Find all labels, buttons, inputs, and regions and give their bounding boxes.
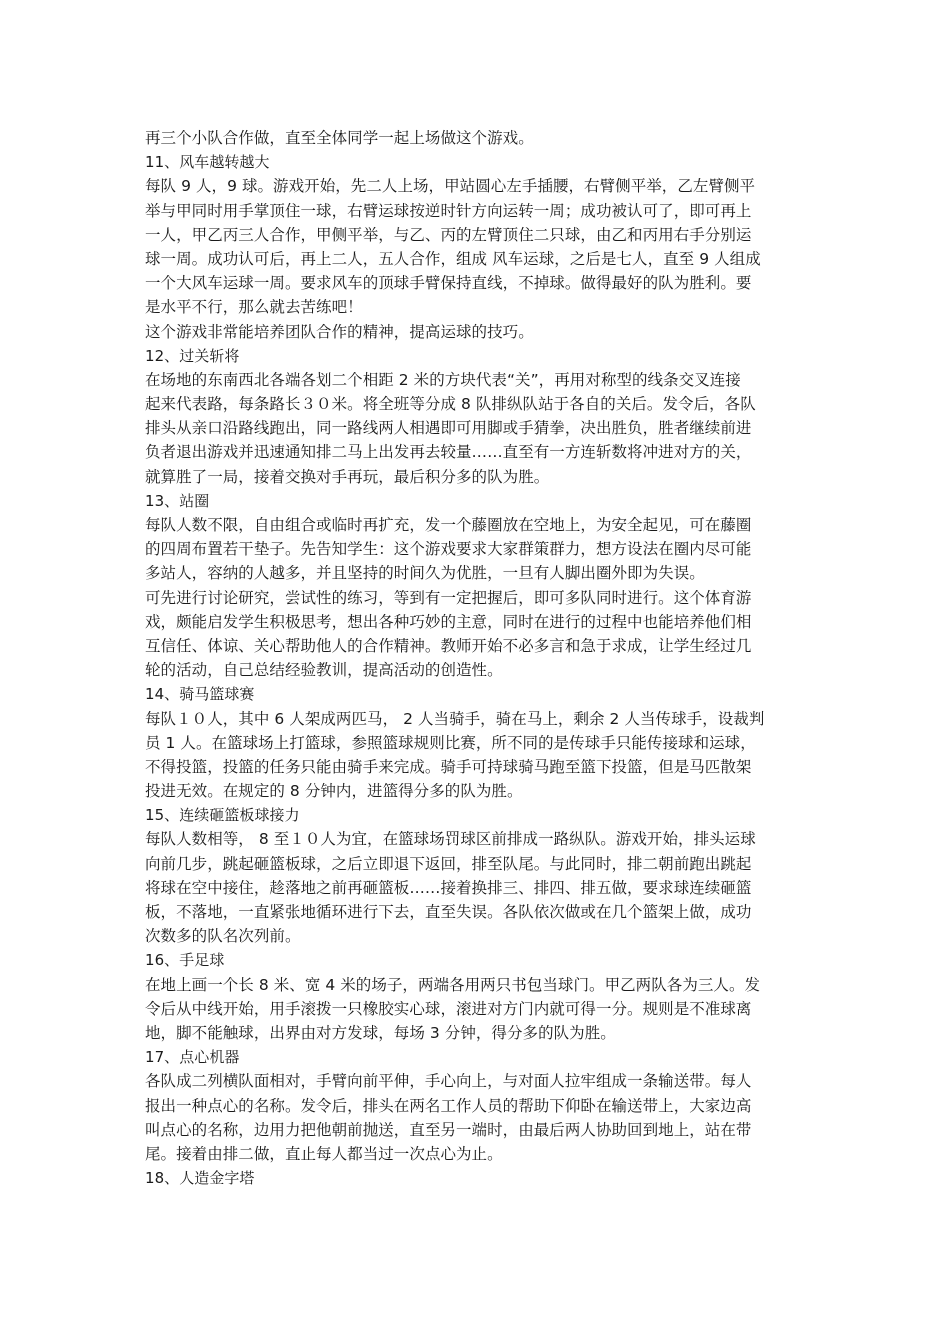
text-line: 投进无效。在规定的 8 分钟内，进篮得分多的队为胜。 xyxy=(145,782,523,801)
text-line: 球一周。成功认可后，再上二人，五人合作，组成 风车运球，之后是七人，直至 9 人组成 xyxy=(145,249,761,268)
text-line: 员 1 人。在篮球场上打篮球，参照篮球规则比赛，所不同的是传球手只能传接球和运球， xyxy=(145,733,756,752)
text-line: 再三个小队合作做，直至全体同学一起上场做这个游戏。 xyxy=(145,129,534,147)
text-line: 一人，甲乙丙三人合作，甲侧平举，与乙、丙的左臂顶住二只球，由乙和丙用右手分别运 xyxy=(145,225,752,244)
section-heading: 15、连续砸篮板球接力 xyxy=(145,806,300,825)
section-heading: 11、风车越转越大 xyxy=(145,153,270,172)
text-line: 这个游戏非常能培养团队合作的精神，提高运球的技巧。 xyxy=(145,322,534,341)
text-line: 互信任、体谅、关心帮助他人的合作精神。教师开始不必多言和急于求成，让学生经过几 xyxy=(145,636,752,655)
section-heading: 13、站圈 xyxy=(145,491,210,510)
text-line: 各队成二列横队面相对，手臂向前平伸，手心向上，与对面人拉牢组成一条输送带。每人 xyxy=(145,1072,752,1091)
text-line: 的四周布置若干垫子。先告知学生：这个游戏要求大家群策群力，想方设法在圈内尽可能 xyxy=(145,540,752,559)
text-line: 是水平不行，那么就去苦练吧！ xyxy=(145,298,363,317)
text-line: 起来代表路，每条路长３０米。将全班等分成 8 队排纵队站于各自的关后。发令后，各队 xyxy=(145,395,756,414)
text-line: 次数多的队名次列前。 xyxy=(145,927,301,946)
text-line: 板，不落地，一直紧张地循环进行下去，直至失误。各队依次做或在几个篮架上做，成功 xyxy=(145,903,752,921)
section-heading: 12、过关斩将 xyxy=(145,346,240,365)
text-line: 多站人，容纳的人越多，并且坚持的时间久为优胜，一旦有人脚出圈外即为失误。 xyxy=(145,564,705,583)
document-page xyxy=(145,126,815,1190)
text-line: 就算胜了一局，接着交换对手再玩，最后积分多的队为胜。 xyxy=(145,467,550,486)
section-heading: 18、人造金字塔 xyxy=(145,1169,255,1188)
text-line: 每队１０人，其中 6 人架成两匹马， 2 人当骑手，骑在马上，剩余 2 人当传球手，设裁判 xyxy=(145,709,765,728)
text-line: 叫点心的名称，边用力把他朝前抛送，直至另一端时，由最后两人协助回到地上，站在带 xyxy=(145,1120,752,1139)
text-line: 排头从亲口沿路线跑出，同一路线两人相遇即可用脚或手猜拳，决出胜负，胜者继续前进 xyxy=(145,419,752,438)
text-line: 不得投篮，投篮的任务只能由骑手来完成。骑手可持球骑马跑至篮下投篮，但是马匹散架 xyxy=(145,757,752,776)
section-heading: 17、点心机器 xyxy=(145,1048,240,1067)
text-line: 地，脚不能触球，出界由对方发球，每场 3 分钟，得分多的队为胜。 xyxy=(145,1023,616,1042)
text-line: 每队 9 人，9 球。游戏开始，先二人上场，甲站圆心左手插腰，右臂侧平举，乙左臂侧平 xyxy=(145,177,756,196)
text-line: 举与甲同时用手掌顶住一球，右臂运球按逆时针方向运转一周；成功被认可了，即可再上 xyxy=(145,201,752,220)
text-line: 在地上画一个长 8 米、宽 4 米的场子，两端各用两只书包当球门。甲乙两队各为三人。发 xyxy=(145,975,761,994)
text-line: 尾。接着由排二做，直止每人都当过一次点心为止。 xyxy=(145,1144,503,1163)
text-line: 将球在空中接住，趁落地之前再砸篮板……接着换排三、排四、排五做，要求球连续砸篮 xyxy=(145,878,752,897)
text-line: 可先进行讨论研究，尝试性的练习，等到有一定把握后，即可多队同时进行。这个体育游 xyxy=(145,588,752,607)
text-line: 在场地的东南西北各端各划二个相距 2 米的方块代表“关”，再用对称型的线条交叉连接 xyxy=(145,370,741,389)
text-line: 戏，颇能启发学生积极思考，想出各种巧妙的主意，同时在进行的过程中也能培养他们相 xyxy=(145,612,752,631)
text-line: 向前几步，跳起砸篮板球，之后立即退下返回，排至队尾。与此同时，排二朝前跑出跳起 xyxy=(145,854,752,873)
text-line: 报出一种点心的名称。发令后，排头在两名工作人员的帮助下仰卧在输送带上，大家边高 xyxy=(145,1096,752,1115)
text-line: 一个大风车运球一周。要求风车的顶球手臂保持直线，不掉球。做得最好的队为胜利。要 xyxy=(145,274,752,293)
text-line: 负者退出游戏并迅速通知排二马上出发再去较量……直至有一方连斩数将冲进对方的关， xyxy=(145,443,752,462)
section-heading: 14、骑马篮球赛 xyxy=(145,685,255,704)
text-line: 轮的活动，自己总结经验教训，提高活动的创造性。 xyxy=(145,661,503,680)
text-line: 令后从中线开始，用手滚拨一只橡胶实心球，滚进对方门内就可得一分。规则是不准球离 xyxy=(145,999,752,1018)
section-heading: 16、手足球 xyxy=(145,951,225,970)
text-line: 每队人数不限，自由组合或临时再扩充，发一个藤圈放在空地上，为安全起见，可在藤圈 xyxy=(145,516,752,534)
text-line: 每队人数相等， 8 至１０人为宜，在篮球场罚球区前排成一路纵队。游戏开始，排头运球 xyxy=(145,830,756,849)
